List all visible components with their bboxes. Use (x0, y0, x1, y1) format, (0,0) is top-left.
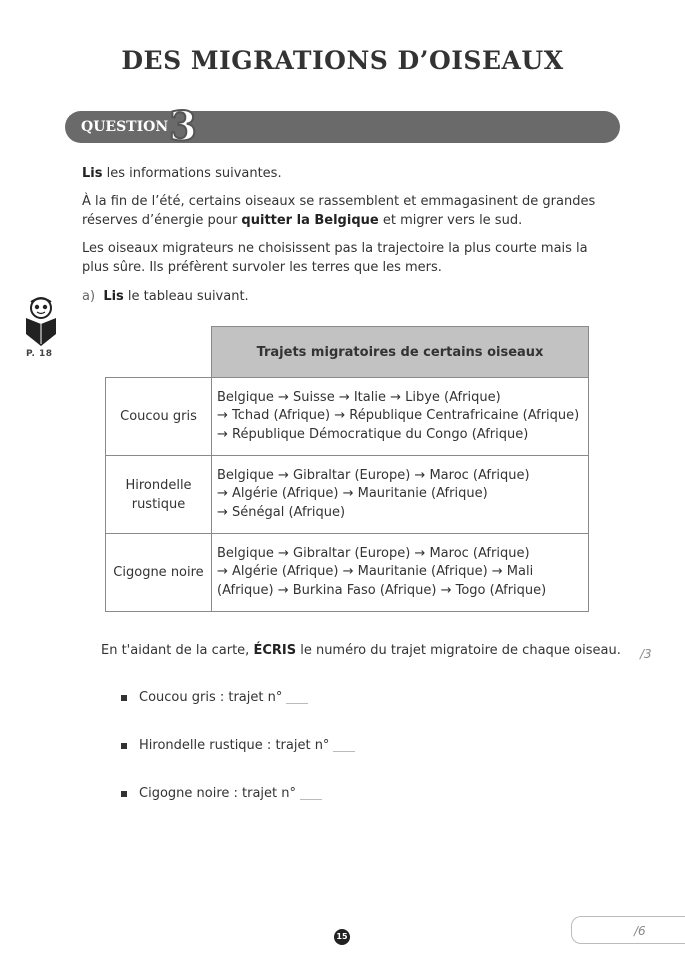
route-cell (212, 456, 589, 534)
route-cell (212, 534, 589, 612)
bullet-icon (121, 743, 127, 749)
table-row (106, 456, 589, 534)
sub-a-prefix: a) (82, 289, 96, 304)
instruction-start: En t'aidant de la carte, (101, 643, 254, 658)
p2-start: À la fin de l’été, certains oiseaux se rassemblent et emmagasinent de grandes réserves d’énergie pour (82, 194, 596, 228)
p2-bold: quitter la Belgique (241, 213, 379, 228)
answer-label: Cigogne noire : trajet n° (139, 786, 297, 801)
page-number: 15 (334, 929, 350, 945)
route-line: (Afrique) → Burkina Faso (Afrique) → Togo (Afrique) (217, 582, 547, 598)
sub-a-bold: Lis (103, 289, 124, 304)
total-score-box (571, 916, 685, 944)
table-row (106, 378, 589, 456)
table-header: Trajets migratoires de certains oiseaux (212, 327, 589, 378)
intro-lis-rest: les informations suivantes. (102, 166, 282, 181)
intro-paragraph-3: Les oiseaux migrateurs ne choisissent pas la trajectoire la plus courte mais la plus sûre. Ils préfèrent survoler les terres que les mers. (82, 241, 588, 275)
table-row (106, 534, 589, 612)
bird-name: Cigogne noire (106, 534, 212, 612)
question-score: /3 (640, 647, 652, 661)
instruction (101, 643, 621, 658)
route-line: Belgique → Gibraltar (Europe) → Maroc (Afrique) (217, 467, 530, 483)
instruction-end: le numéro du trajet migratoire de chaque oiseau. (296, 643, 621, 658)
page-reference: P. 18 (26, 349, 53, 359)
intro-paragraph-2 (82, 192, 612, 230)
route-line: → Sénégal (Afrique) (217, 504, 346, 520)
route-line: → République Démocratique du Congo (Afrique) (217, 426, 529, 442)
bullet-icon (121, 791, 127, 797)
bird-name: Coucou gris (106, 378, 212, 456)
answer-blank[interactable] (286, 691, 308, 704)
route-cell (212, 378, 589, 456)
route-line: Belgique → Gibraltar (Europe) → Maroc (Afrique) (217, 545, 530, 561)
question-number: 3 (169, 103, 197, 150)
answer-blank[interactable] (300, 787, 322, 800)
answer-item (121, 738, 355, 753)
reading-character-icon (24, 296, 58, 352)
answer-blank[interactable] (333, 739, 355, 752)
bird-name: Hirondelle rustique (106, 456, 212, 534)
instruction-bold: ÉCRIS (253, 643, 297, 658)
intro-line (82, 164, 612, 183)
answer-label: Coucou gris : trajet n° (139, 690, 283, 705)
total-score: /6 (634, 924, 646, 938)
p2-end: et migrer vers le sud. (378, 213, 523, 228)
page-title: DES MIGRATIONS D’OISEAUX (121, 46, 564, 75)
route-line: → Tchad (Afrique) → République Centrafricaine (Afrique) (217, 408, 580, 424)
migration-table (105, 326, 589, 612)
answer-item (121, 690, 308, 705)
answer-label: Hirondelle rustique : trajet n° (139, 738, 330, 753)
question-banner (65, 103, 620, 150)
table-header-row (106, 327, 589, 378)
table-corner (106, 327, 212, 378)
route-line: Belgique → Suisse → Italie → Libye (Afrique) (217, 389, 501, 405)
bullet-icon (121, 695, 127, 701)
intro-lis: Lis (82, 166, 103, 181)
sub-question-a (82, 287, 612, 306)
answer-item (121, 786, 322, 801)
route-line: → Algérie (Afrique) → Mauritanie (Afrique) → Mali (217, 564, 534, 580)
sub-a-rest: le tableau suivant. (123, 289, 249, 304)
route-line: → Algérie (Afrique) → Mauritanie (Afrique) (217, 486, 488, 502)
question-label: QUESTION (81, 119, 169, 135)
